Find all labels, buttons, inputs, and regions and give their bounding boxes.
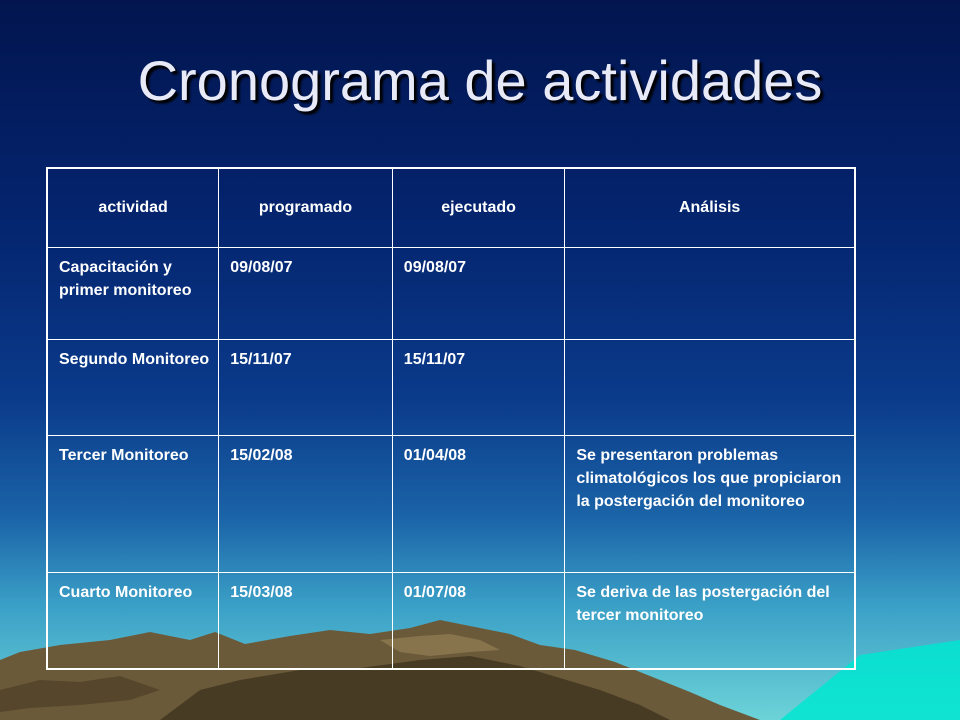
cell-analisis: Se deriva de las postergación del tercer monitoreo — [565, 572, 855, 669]
table-row — [47, 339, 855, 435]
cell-ejecutado: 09/08/07 — [392, 247, 565, 339]
cell-ejecutado: 15/11/07 — [392, 339, 565, 435]
cell-ejecutado: 01/07/08 — [392, 572, 565, 669]
table-row — [47, 572, 855, 669]
cell-actividad: Segundo Monitoreo — [47, 339, 219, 435]
cell-ejecutado: 01/04/08 — [392, 435, 565, 572]
header-analisis: Análisis — [565, 168, 855, 247]
cell-programado: 15/03/08 — [219, 572, 393, 669]
cell-actividad: Tercer Monitoreo — [47, 435, 219, 572]
table-row — [47, 247, 855, 339]
cell-actividad: Capacitación y primer monitoreo — [47, 247, 219, 339]
table-row — [47, 435, 855, 572]
header-ejecutado: ejecutado — [392, 168, 565, 247]
cell-analisis — [565, 247, 855, 339]
cell-programado: 15/11/07 — [219, 339, 393, 435]
cell-actividad: Cuarto Monitoreo — [47, 572, 219, 669]
cell-analisis — [565, 339, 855, 435]
cell-programado: 09/08/07 — [219, 247, 393, 339]
cell-analisis: Se presentaron problemas climatológicos los que propiciaron la postergación del monitoreo — [565, 435, 855, 572]
header-programado: programado — [219, 168, 393, 247]
table-header-row — [47, 168, 855, 247]
header-actividad: actividad — [47, 168, 219, 247]
schedule-table — [46, 167, 856, 670]
cell-programado: 15/02/08 — [219, 435, 393, 572]
slide-title: Cronograma de actividades — [137, 49, 823, 112]
